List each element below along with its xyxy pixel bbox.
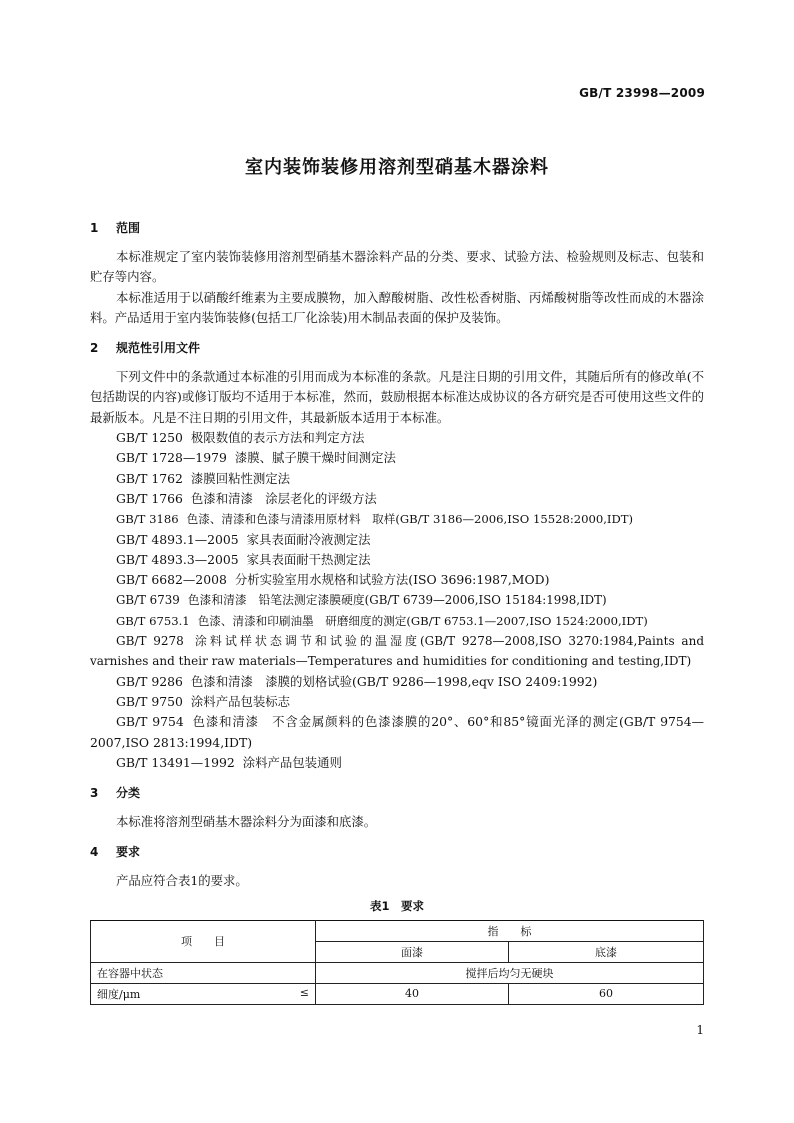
reference-title: 分析实验室用水规格和试验方法(ISO 3696:1987,MOD) — [234, 572, 550, 588]
reference-item — [90, 753, 704, 773]
paragraph: 产品应符合表1的要求。 — [116, 873, 248, 889]
reference-item — [90, 570, 704, 590]
reference-code: GB/T 6739 — [116, 593, 180, 608]
row-item: 细度/μm — [97, 987, 141, 1001]
paragraph: 本标准将溶剂型硝基木器涂料分为面漆和底漆。 — [116, 814, 377, 830]
reference-title: 色漆和清漆 涂层老化的评级方法 — [190, 490, 377, 506]
paragraph: 本标准规定了室内装饰装修用溶剂型硝基木器涂料产品的分类、要求、试验方法、检验规则及标志、包装和贮存等内容。 — [90, 249, 704, 285]
reference-code: GB/T 6753.1 — [116, 613, 190, 628]
section-heading — [90, 218, 704, 238]
header-primer: 底漆 — [509, 941, 704, 962]
document-body — [90, 218, 704, 1015]
reference-title: 涂料试样状态调节和试验的温湿度(GB/T 9278—2008,ISO 3270:1984,Paints and varnishes and their raw materials—Temperatures and humidities for conditioning and testing,IDT) — [90, 634, 704, 669]
reference-code: GB/T 13491—1992 — [116, 754, 235, 770]
reference-item — [90, 509, 704, 529]
reference-title: 涂料产品包装通则 — [242, 754, 342, 770]
section-number: 4 — [90, 845, 99, 860]
section-heading — [90, 783, 704, 803]
section-requirements — [90, 842, 704, 1004]
section-normative-references — [90, 338, 704, 773]
row-topcoat-value: 40 — [316, 983, 509, 1004]
reference-title: 色漆、清漆和色漆与清漆用原材料 取样(GB/T 3186—2006,ISO 15528:2000,IDT) — [186, 512, 634, 527]
reference-item — [90, 631, 704, 672]
reference-code: GB/T 1250 — [116, 430, 183, 446]
reference-item — [90, 672, 704, 692]
header-index: 指 标 — [316, 920, 704, 941]
reference-code: GB/T 9750 — [116, 693, 183, 709]
row-item: 在容器中状态 — [91, 962, 316, 983]
reference-code: GB/T 4893.1—2005 — [116, 531, 239, 547]
reference-code: GB/T 4893.3—2005 — [116, 551, 239, 567]
reference-code: GB/T 1766 — [116, 490, 183, 506]
standard-code: GB/T 23998—2009 — [579, 86, 705, 100]
paragraph: 下列文件中的条款通过本标准的引用而成为本标准的条款。凡是注日期的引用文件，其随后所有的修改单(不包括勘误的内容)或修订版均不适用于本标准，然而，鼓励根据本标准达成协议的各方研究是否可使用这些文件的最新版本。凡是不注日期的引用文件，其最新版本适用于本标准。 — [90, 369, 704, 425]
reference-item — [90, 489, 704, 509]
reference-code: GB/T 1762 — [116, 470, 183, 486]
reference-title: 色漆和清漆 铅笔法测定漆膜硬度(GB/T 6739—2006,ISO 15184:1998,IDT) — [187, 593, 607, 608]
reference-title: 色漆和清漆 不含金属颜料的色漆漆膜的20°、60°和85°镜面光泽的测定(GB/T 9754—2007,ISO 2813:1994,IDT) — [90, 714, 704, 750]
comparison-symbol: ≤ — [299, 985, 309, 999]
reference-title: 家具表面耐干热测定法 — [246, 551, 371, 567]
table-caption: 表1 要求 — [369, 898, 424, 913]
reference-item — [90, 448, 704, 468]
header-topcoat: 面漆 — [316, 941, 509, 962]
reference-title: 漆膜回粘性测定法 — [190, 470, 291, 486]
section-title: 规范性引用文件 — [116, 341, 201, 356]
section-title: 范围 — [116, 221, 141, 235]
reference-title: 色漆和清漆 漆膜的划格试验(GB/T 9286—1998,eqv ISO 2409:1992) — [190, 673, 598, 689]
reference-item — [90, 469, 704, 489]
section-classification — [90, 783, 704, 832]
reference-title: 极限数值的表示方法和判定方法 — [190, 430, 365, 446]
reference-item — [90, 590, 704, 610]
section-number: 3 — [90, 786, 99, 801]
reference-code: GB/T 9286 — [116, 673, 183, 689]
reference-code: GB/T 6682—2008 — [116, 572, 227, 588]
reference-code: GB/T 9754 — [116, 714, 184, 730]
reference-code: GB/T 3186 — [116, 512, 179, 527]
reference-code: GB/T 9278 — [116, 634, 184, 649]
row-merged-value: 搅拌后均匀无硬块 — [316, 962, 704, 983]
section-title: 要求 — [116, 845, 141, 860]
reference-item — [90, 428, 704, 448]
section-number: 1 — [90, 221, 99, 235]
section-heading — [90, 842, 704, 862]
reference-title: 色漆、清漆和印刷油墨 研磨细度的测定(GB/T 6753.1—2007,ISO 1524:2000,IDT) — [197, 613, 648, 628]
paragraph: 本标准适用于以硝酸纤维素为主要成膜物，加入醇酸树脂、改性松香树脂、丙烯酸树脂等改性而成的木器涂料。产品适用于室内装饰装修(包括工厂化涂装)用木制品表面的保护及装饰。 — [90, 289, 704, 325]
reference-item — [90, 611, 704, 631]
requirements-table — [90, 920, 704, 1005]
reference-title: 漆膜、腻子膜干燥时间测定法 — [234, 450, 396, 466]
reference-title: 家具表面耐冷液测定法 — [246, 531, 371, 547]
section-heading — [90, 338, 704, 358]
table-row — [91, 962, 704, 983]
reference-item — [90, 712, 704, 753]
row-item-cell — [91, 983, 316, 1004]
header-item: 项 目 — [91, 920, 316, 962]
reference-item — [90, 692, 704, 712]
section-scope — [90, 218, 704, 328]
section-title: 分类 — [116, 786, 141, 801]
row-primer-value: 60 — [509, 983, 704, 1004]
reference-title: 涂料产品包装标志 — [190, 693, 291, 709]
section-number: 2 — [90, 341, 99, 356]
document-title: 室内装饰装修用溶剂型硝基木器涂料 — [245, 157, 549, 178]
reference-code: GB/T 1728—1979 — [116, 450, 227, 466]
reference-item — [90, 530, 704, 550]
table-row — [91, 983, 704, 1004]
reference-item — [90, 550, 704, 570]
page-number: 1 — [696, 1023, 704, 1037]
